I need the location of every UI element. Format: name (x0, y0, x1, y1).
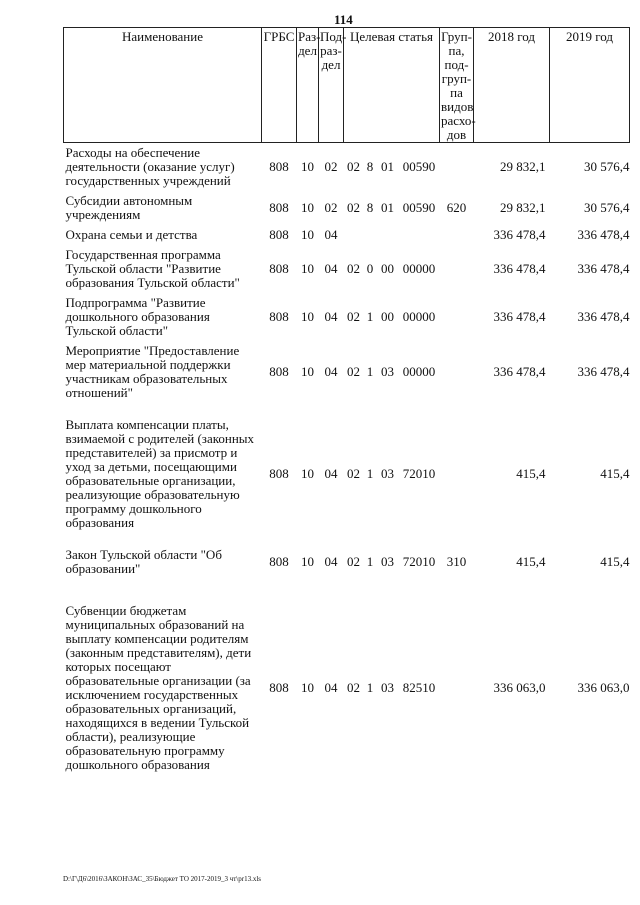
row-name: Выплата компенсации платы, взимаемой с родителей (законных представителей) за присмотр и уход за детьми, посещающими образовательные организации, реализующие образовательную программу дошкольного образования (65, 417, 255, 530)
row-2019: 336 063,0 (577, 680, 630, 695)
row-podrazdel: 04 (324, 227, 338, 242)
header-target-article: Целевая статья (344, 28, 440, 143)
row-grbs: 808 (269, 466, 289, 481)
row-2018: 415,4 (516, 466, 546, 481)
row-expense-group (440, 415, 474, 533)
row-target-2 (364, 225, 377, 245)
header-2019: 2019 год (550, 28, 630, 143)
row-target-4: 72010 (402, 554, 436, 569)
row-podrazdel: 02 (324, 200, 338, 215)
row-podrazdel: 04 (324, 364, 338, 379)
row-target-2: 1 (366, 680, 374, 695)
row-razdel: 10 (301, 466, 314, 481)
row-podrazdel: 04 (324, 261, 338, 276)
row-expense-group (440, 143, 474, 192)
row-expense-group (440, 341, 474, 403)
row-expense-group: 310 (446, 554, 467, 569)
row-target-1: 02 (347, 364, 360, 379)
row-target-4: 72010 (402, 466, 436, 481)
row-2019: 415,4 (600, 466, 630, 481)
row-razdel: 10 (301, 261, 314, 276)
row-target-4 (399, 225, 440, 245)
row-podrazdel: 02 (324, 159, 338, 174)
table-row (64, 245, 630, 293)
row-grbs: 808 (269, 364, 289, 379)
row-target-2: 1 (366, 466, 374, 481)
row-target-2: 1 (366, 309, 374, 324)
row-grbs: 808 (269, 554, 289, 569)
row-name: Государственная программа Тульской области "Развитие образования Тульской области" (65, 247, 240, 290)
row-2019: 336 478,4 (577, 261, 630, 276)
row-target-2: 8 (366, 159, 374, 174)
row-target-3: 00 (381, 261, 394, 276)
row-2018: 336 478,4 (493, 227, 546, 242)
table-row (64, 143, 630, 192)
row-podrazdel: 04 (324, 309, 338, 324)
row-razdel: 10 (301, 680, 314, 695)
row-grbs: 808 (269, 227, 289, 242)
row-target-4: 00590 (402, 159, 436, 174)
header-grbs: ГРБС (262, 28, 297, 143)
table-spacer (64, 533, 630, 545)
row-target-3: 03 (381, 364, 394, 379)
row-grbs: 808 (269, 159, 289, 174)
row-expense-group (440, 601, 474, 775)
row-target-4: 00000 (402, 364, 436, 379)
row-2019: 336 478,4 (577, 364, 630, 379)
row-target-3: 03 (381, 680, 394, 695)
row-target-1: 02 (347, 261, 360, 276)
table-header-row (64, 28, 630, 143)
table-spacer (64, 403, 630, 415)
row-target-2: 0 (366, 261, 374, 276)
row-2019: 336 478,4 (577, 227, 630, 242)
row-name: Субсидии автономным учреждениям (65, 193, 193, 222)
file-path-footer: D:\Г\Д6\2016\ЗАКОН\ЗАС_35\Бюджет ТО 2017-2019_3 чт\pr13.xls (63, 875, 261, 883)
row-target-3: 01 (381, 159, 394, 174)
spacer-cell (64, 579, 630, 601)
row-2019: 336 478,4 (577, 309, 630, 324)
row-grbs: 808 (269, 680, 289, 695)
table-row (64, 191, 630, 225)
row-2019: 415,4 (600, 554, 630, 569)
row-grbs: 808 (269, 200, 289, 215)
row-name: Расходы на обеспечение деятельности (оказание услуг) государственных учреждений (65, 145, 235, 188)
row-target-1: 02 (347, 466, 360, 481)
row-expense-group (440, 245, 474, 293)
spacer-cell (64, 403, 630, 415)
row-target-1: 02 (347, 159, 360, 174)
header-2018: 2018 год (474, 28, 550, 143)
row-target-3: 01 (381, 200, 394, 215)
row-razdel: 10 (301, 554, 314, 569)
header-expense-group: Груп- па, под- груп- па видов расхо- дов (441, 29, 476, 142)
row-target-4: 82510 (402, 680, 436, 695)
row-name: Закон Тульской области "Об образовании" (65, 547, 222, 576)
row-expense-group (440, 225, 474, 245)
row-target-1: 02 (347, 680, 360, 695)
row-grbs: 808 (269, 309, 289, 324)
row-grbs: 808 (269, 261, 289, 276)
row-target-4: 00000 (402, 261, 436, 276)
header-podrazdel: Под- раз- дел (319, 28, 344, 143)
row-2018: 415,4 (516, 554, 546, 569)
row-target-3: 00 (381, 309, 394, 324)
row-podrazdel: 04 (324, 466, 338, 481)
row-target-4: 00000 (402, 309, 436, 324)
row-expense-group (440, 293, 474, 341)
row-podrazdel: 04 (324, 680, 338, 695)
row-expense-group: 620 (446, 200, 467, 215)
row-name: Мероприятие "Предоставление мер материальной поддержки участникам образовательных отношений" (65, 343, 240, 400)
row-2018: 29 832,1 (500, 159, 546, 174)
row-target-3 (377, 225, 399, 245)
table-row (64, 545, 630, 579)
row-target-1: 02 (347, 200, 360, 215)
row-2018: 336 063,0 (493, 680, 546, 695)
row-target-3: 03 (381, 554, 394, 569)
row-2019: 30 576,4 (584, 159, 630, 174)
row-target-4: 00590 (402, 200, 436, 215)
row-target-3: 03 (381, 466, 394, 481)
header-razdel: Раз- дел (297, 28, 319, 143)
table-row (64, 293, 630, 341)
row-target-1 (344, 225, 364, 245)
row-razdel: 10 (301, 200, 314, 215)
row-target-2: 1 (366, 554, 374, 569)
header-name: Наименование (64, 28, 262, 143)
row-2018: 29 832,1 (500, 200, 546, 215)
row-target-1: 02 (347, 554, 360, 569)
row-razdel: 10 (301, 227, 314, 242)
table-spacer (64, 579, 630, 601)
row-name: Охрана семьи и детства (65, 227, 198, 242)
row-podrazdel: 04 (324, 554, 338, 569)
table-row (64, 415, 630, 533)
row-2018: 336 478,4 (493, 261, 546, 276)
row-target-2: 8 (366, 200, 374, 215)
table-row (64, 225, 630, 245)
row-razdel: 10 (301, 309, 314, 324)
budget-table (63, 27, 630, 775)
page-number: 114 (334, 12, 353, 27)
row-2018: 336 478,4 (493, 364, 546, 379)
table-row (64, 341, 630, 403)
row-2019: 30 576,4 (584, 200, 630, 215)
row-name: Субвенции бюджетам муниципальных образований на выплату компенсации родителям (законным представителям), дети которых посещают образовательные организации (за исключением государственных образовательных организаций, находящихся в ведении Тульской области), реализующие образовательную программу дошкольного образования (65, 603, 252, 772)
row-razdel: 10 (301, 364, 314, 379)
row-target-2: 1 (366, 364, 374, 379)
table-row (64, 601, 630, 775)
row-target-1: 02 (347, 309, 360, 324)
row-2018: 336 478,4 (493, 309, 546, 324)
row-name: Подпрограмма "Развитие дошкольного образования Тульской области" (65, 295, 210, 338)
spacer-cell (64, 533, 630, 545)
row-razdel: 10 (301, 159, 314, 174)
